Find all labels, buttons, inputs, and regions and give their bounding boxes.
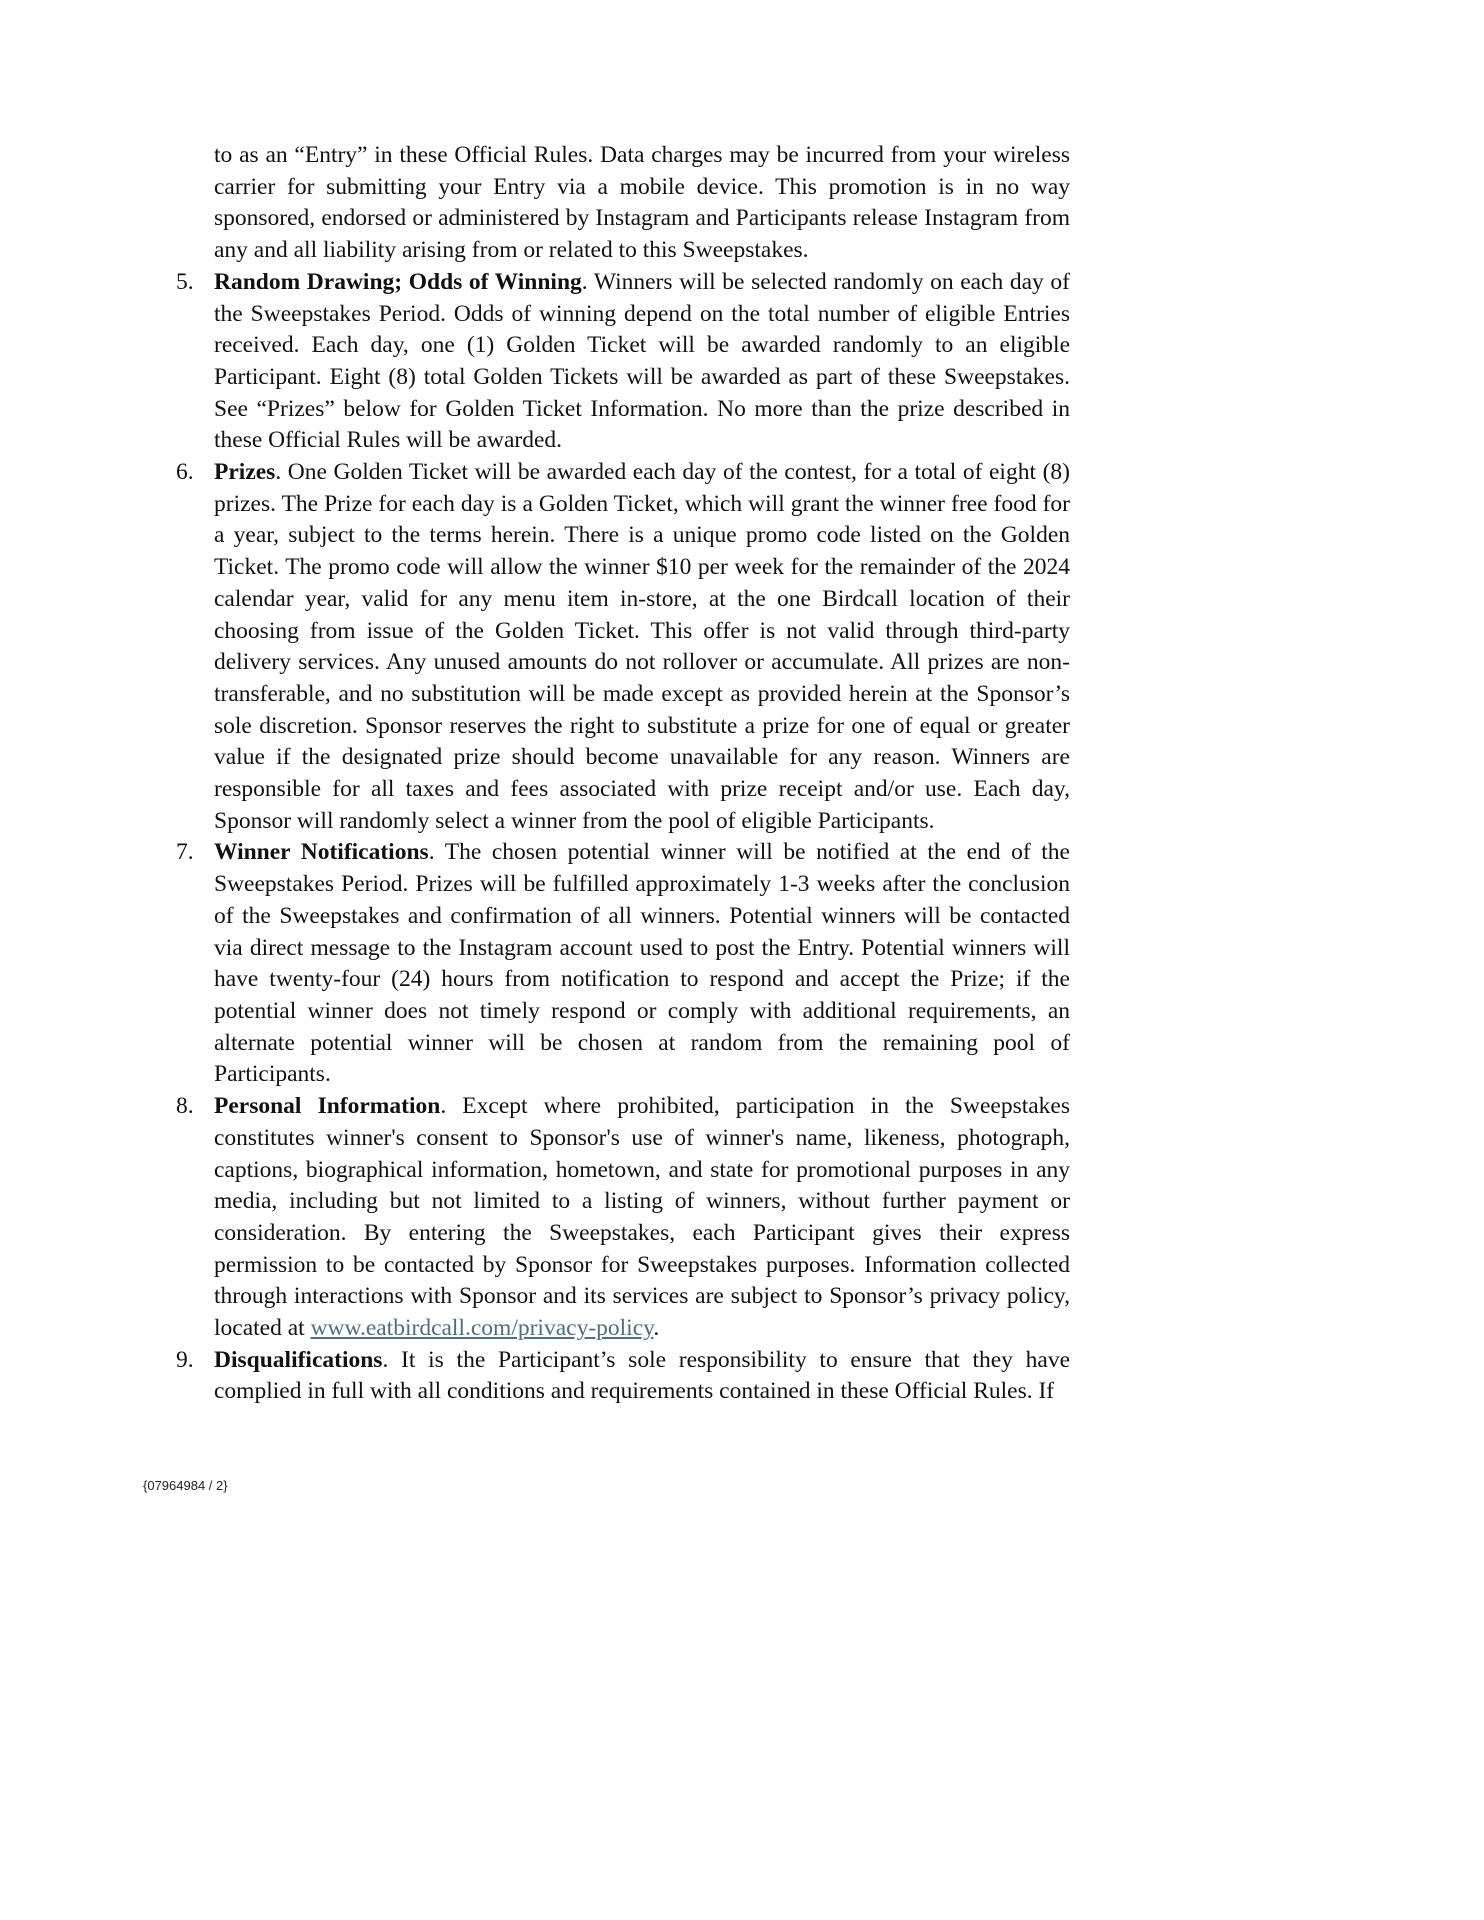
- rule-number: 5.: [176, 268, 194, 295]
- privacy-policy-link[interactable]: www.eatbirdcall.com/privacy-policy: [310, 1315, 654, 1342]
- rule-body: . One Golden Ticket will be awarded each day of the contest, for a total of eight (8) prizes. The Prize for each day is a Golden Ticket, which will grant the winner free food for a year, subject to the terms herein. There is a unique promo code listed on the Golden Ticket. The promo code will allow the winner $10 per week for the remainder of the 2024 calendar year, valid for any menu item in-store, at the one Birdcall location of their choosing from issue of the Golden Ticket. This offer is not valid through third-party delivery services. Any unused amounts do not rollover or accumulate. All prizes are non-transferable, and no substitution will be made except as provided herein at the Sponsor’s sole discretion. Sponsor reserves the right to substitute a prize for one of equal or greater value if the designated prize should become unavailable for any reason. Winners are responsible for all taxes and fees associated with prize receipt and/or use. Each day, Sponsor will randomly select a winner from the pool of eligible Participants.: [214, 459, 1070, 834]
- rule-body-end: .: [653, 1315, 660, 1342]
- document-id-footer: {07964984 / 2}: [143, 1478, 228, 1493]
- rule-title: Personal Information: [214, 1093, 441, 1120]
- rule-title: Random Drawing; Odds of Winning: [214, 268, 582, 295]
- rule-body: . The chosen potential winner will be notified at the end of the Sweepstakes Period. Prizes will be fulfilled approximately 1-3 weeks after the conclusion of the Sweepstakes and confirmation of all winners. Potential winners will be contacted via direct message to the Instagram account used to post the Entry. Potential winners will have twenty-four (24) hours from notification to respond and accept the Prize; if the potential winner does not timely respond or comply with additional requirements, an alternate potential winner will be chosen at random from the remaining pool of Participants.: [214, 839, 1070, 1088]
- rule-body: . Winners will be selected randomly on each day of the Sweepstakes Period. Odds of winning depend on the total number of eligible Entries received. Each day, one (1) Golden Ticket will be awarded randomly to an eligible Participant. Eight (8) total Golden Tickets will be awarded as part of these Sweepstakes. See “Prizes” below for Golden Ticket Information. No more than the prize described in these Official Rules will be awarded.: [214, 268, 1070, 454]
- rule-item-6: [176, 457, 1070, 837]
- rule-number: 8.: [176, 1093, 194, 1120]
- rule-item-7: [176, 837, 1070, 1091]
- rule-title: Prizes: [214, 459, 276, 486]
- official-rules-body: [176, 140, 1071, 1408]
- rule-body: . It is the Participant’s sole responsibility to ensure that they have complied in full with all conditions and requirements contained in these Official Rules. If: [214, 1346, 1070, 1405]
- rule-number: 6.: [176, 459, 194, 486]
- rule-item-5: [176, 267, 1070, 457]
- rule-number: 7.: [176, 839, 194, 866]
- rule-item-9: [176, 1345, 1070, 1408]
- rule-title: Winner Notifications: [214, 839, 429, 866]
- rule-title: Disqualifications: [214, 1346, 383, 1373]
- rule-item-8: [176, 1091, 1071, 1345]
- rule-number: 9.: [176, 1346, 194, 1373]
- rule-body: . Except where prohibited, participation in the Sweepstakes constitutes winner's consent to Sponsor's use of winner's name, likeness, photograph, captions, biographical information, hometown, and state for promotional purposes in any media, including but not limited to a listing of winners, without further payment or consideration. By entering the Sweepstakes, each Participant gives their express permission to be contacted by Sponsor for Sweepstakes purposes. Information collected through interactions with Sponsor and its services are subject to Sponsor’s privacy policy, located at: [214, 1093, 1071, 1342]
- continuation-paragraph: to as an “Entry” in these Official Rules. Data charges may be incurred from your wireless carrier for submitting your Entry via a mobile device. This promotion is in no way sponsored, endorsed or administered by Instagram and Participants release Instagram from any and all liability arising from or related to this Sweepstakes.: [214, 142, 1070, 264]
